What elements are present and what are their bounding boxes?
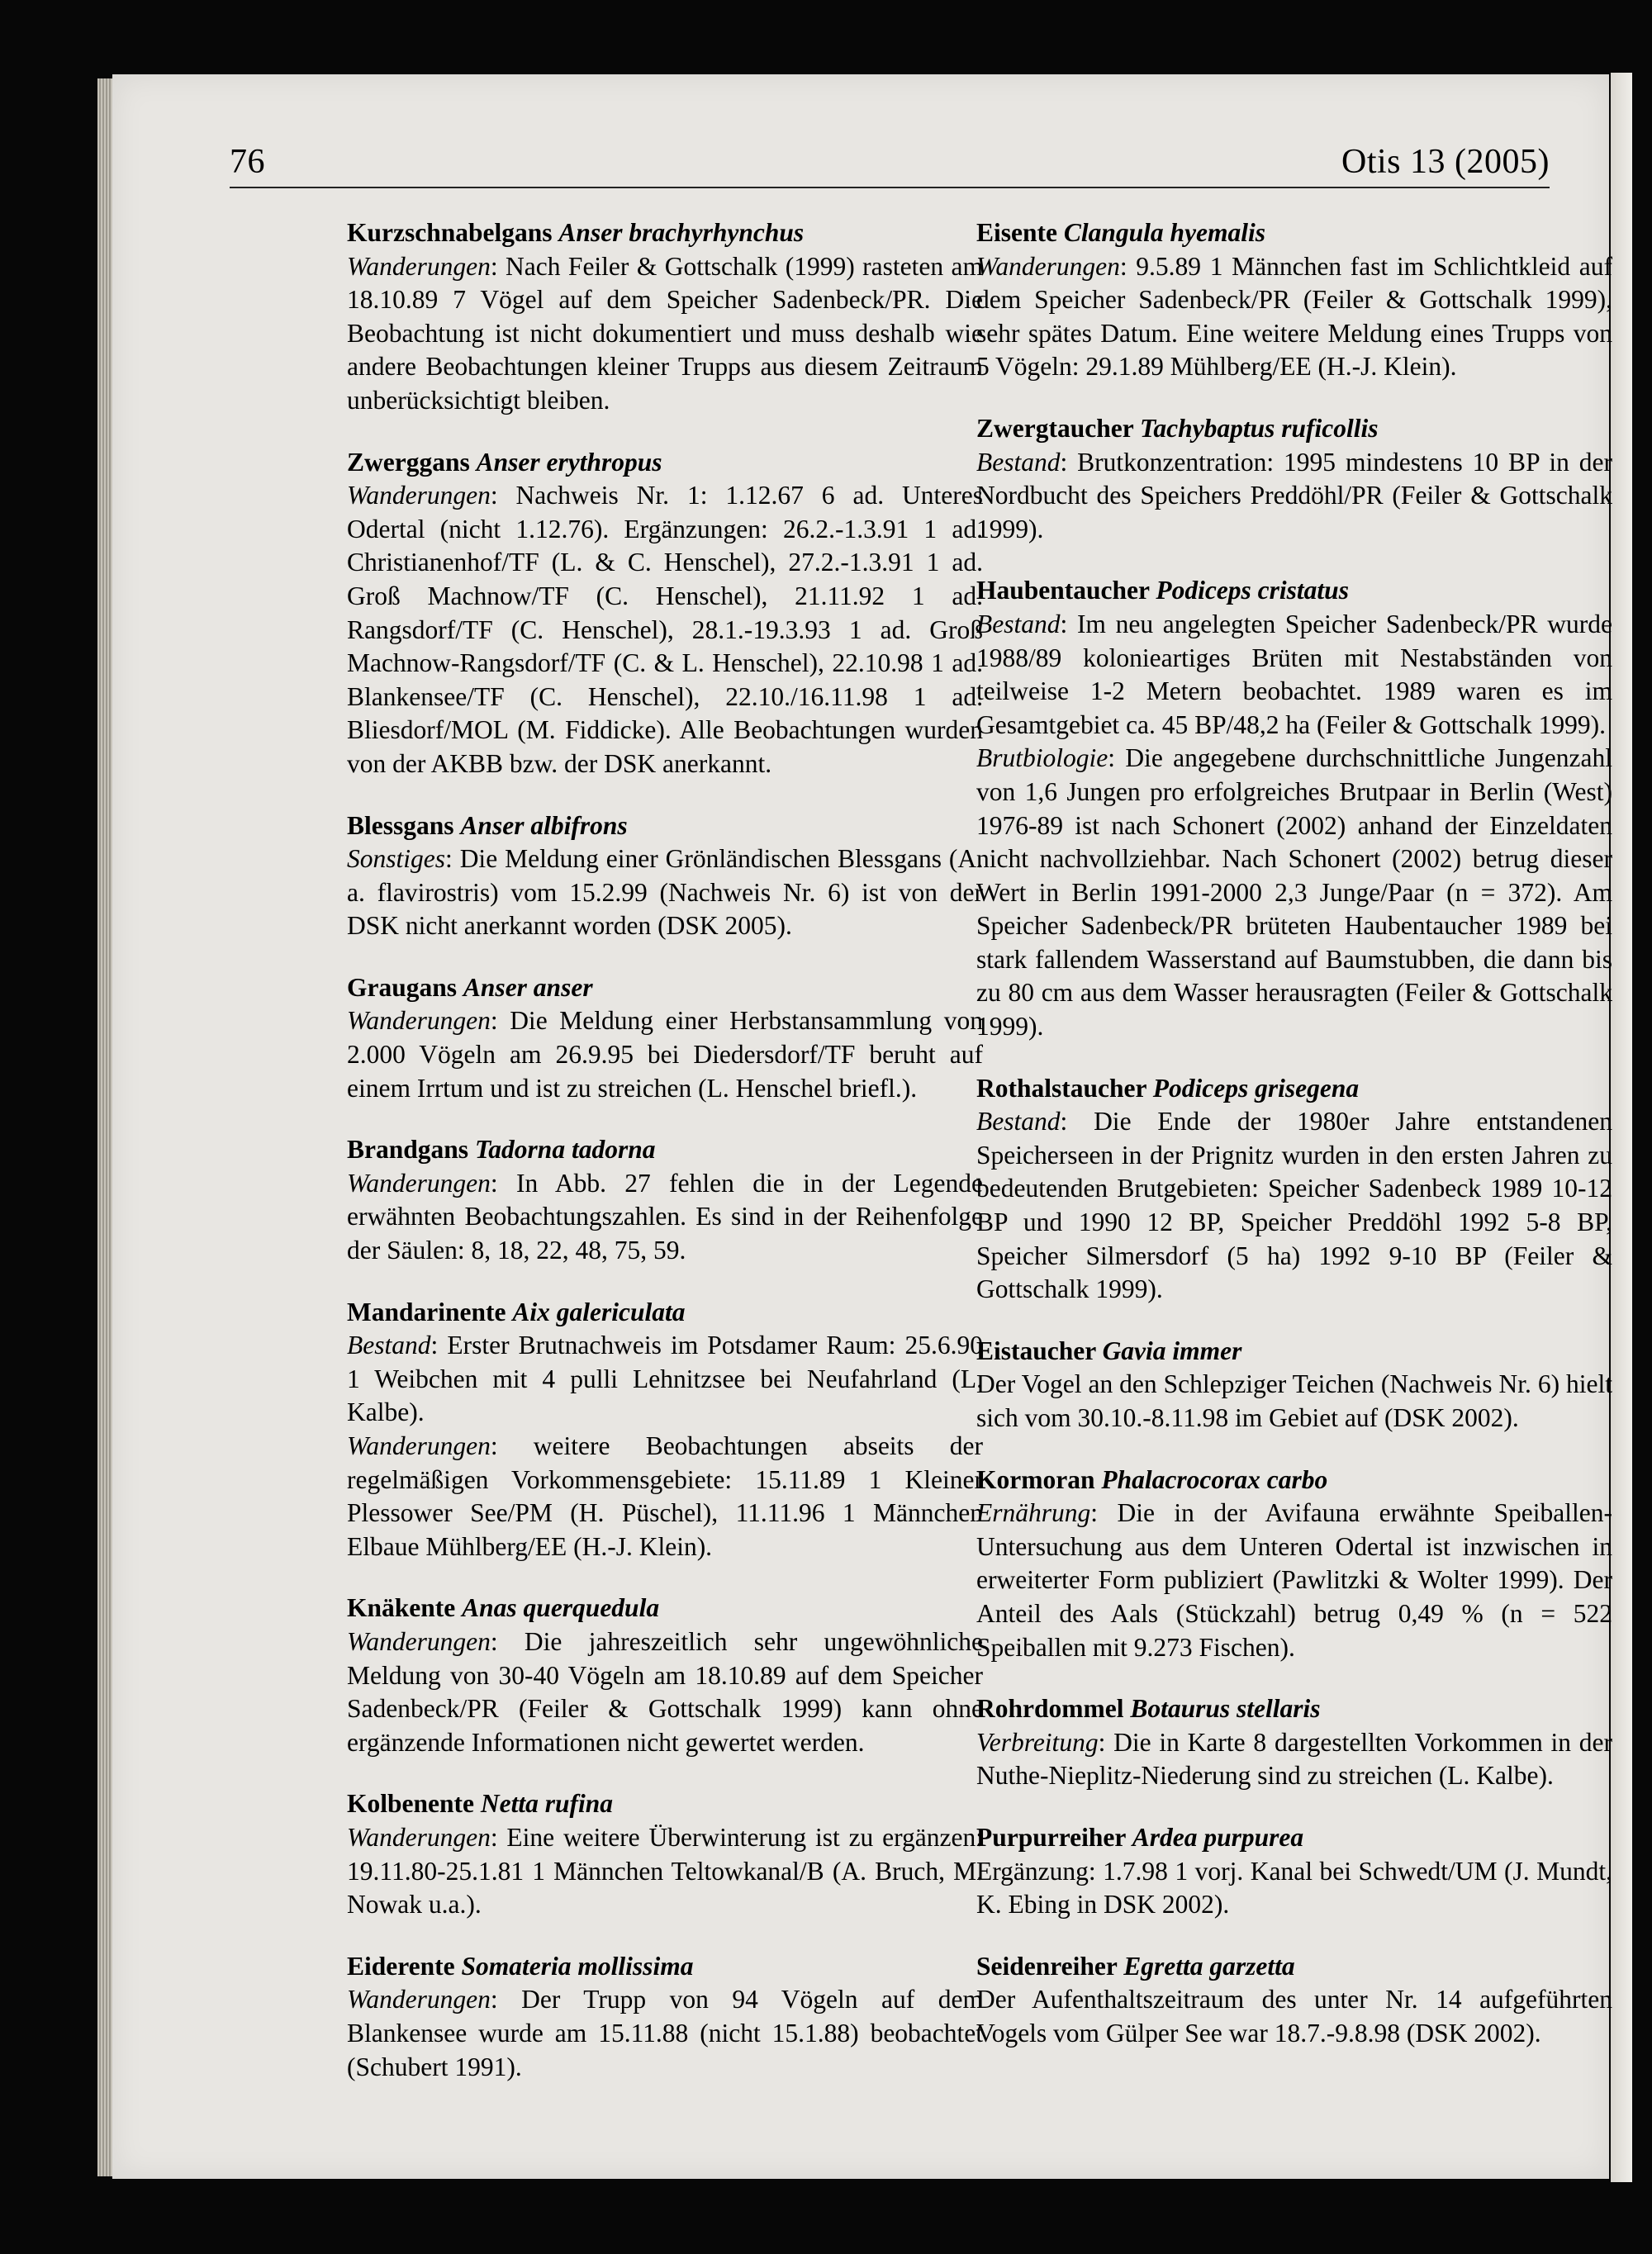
- species-name-german: Kolbenente: [347, 1789, 474, 1819]
- species-name-latin: Egretta garzetta: [1123, 1951, 1295, 1981]
- species-entry: [976, 1072, 1612, 1307]
- section-label: Wanderungen: [347, 251, 491, 281]
- section-text: Erster Brutnachweis im Potsdamer Raum: 25.6.90 1 Weibchen mit 4 pulli Lehnitzsee bei Neufahrland (L. Kalbe).: [347, 1331, 983, 1427]
- species-entry: [976, 1464, 1612, 1665]
- species-entry: [976, 216, 1612, 384]
- section-text: Der Trupp von 94 Vögeln auf dem Blankensee wurde am 15.11.88 (nicht 15.1.88) beobachtet (Schubert 1991).: [347, 1985, 983, 2081]
- species-heading: [976, 216, 1612, 250]
- left-column: [347, 216, 983, 2112]
- species-heading: [347, 1787, 983, 1821]
- species-entry: [347, 1592, 983, 1759]
- species-name-latin: Podiceps cristatus: [1156, 576, 1349, 605]
- species-entry: [347, 809, 983, 943]
- section-label: Wanderungen: [347, 1006, 491, 1036]
- species-name-german: Knäkente: [347, 1593, 456, 1623]
- species-name-latin: Podiceps grisegena: [1152, 1073, 1360, 1103]
- species-name-latin: Tadorna tadorna: [474, 1135, 656, 1165]
- species-name-latin: Somateria mollissima: [461, 1951, 694, 1981]
- species-heading: [976, 1821, 1612, 1855]
- section-label: Bestand: [976, 447, 1061, 477]
- species-heading: [976, 1335, 1612, 1369]
- entry-paragraph: Wanderungen: 9.5.89 1 Männchen fast im Schlichtkleid auf dem Speicher Sadenbeck/PR (Feiler & Gottschalk 1999), sehr spätes Datum. Eine weitere Meldung eines Trupps von 5 Vögeln: 29.1.89 Mühlberg/EE (H.-J. Klein).: [976, 251, 1612, 382]
- species-entry: [347, 971, 983, 1105]
- species-name-german: Purpurreiher: [976, 1822, 1126, 1852]
- entry-paragraph: Sonstiges: Die Meldung einer Grönländischen Blessgans (A. a. flavirostris) vom 15.2.99 (Nachweis Nr. 6) ist von der DSK nicht anerkannt worden (DSK 2005).: [347, 844, 983, 941]
- section-text: Die Meldung einer Grönländischen Blessgans (A. a. flavirostris) vom 15.2.99 (Nachweis Nr. 6) ist von der DSK nicht anerkannt worden (DSK 2005).: [347, 844, 983, 941]
- species-entry: [976, 412, 1612, 546]
- species-name-latin: Anser albifrons: [460, 810, 628, 840]
- species-name-german: Blessgans: [347, 810, 454, 840]
- species-entry: [976, 1335, 1612, 1435]
- section-label: Wanderungen: [976, 251, 1120, 281]
- entry-paragraph: Ernährung: Die in der Avifauna erwähnte Speiballen-Untersuchung aus dem Unteren Odertal ist inzwischen in erweiterter Form publiziert (Pawlitzki & Wolter 1999). Der Anteil des Aals (Stückzahl) betrug 0,49 % (n = 522 Speiballen mit 9.273 Fischen).: [976, 1498, 1612, 1662]
- entry-paragraph: Brutbiologie: Die angegebene durchschnittliche Jungenzahl von 1,6 Jungen pro erfolgreiches Brutpaar in Berlin (West) 1976-89 ist nach Schonert (2002) anhand der Einzeldaten nicht nachvollziehbar. Nach Schonert (2002) betrug dieser Wert in Berlin 1991-2000 2,3 Junge/Paar (n = 372). Am Speicher Sadenbeck/PR brüteten Haubentaucher 1989 bei stark fallendem Wasserstand auf Baumstubben, die dann bis zu 80 cm aus dem Wasser herausragten (Feiler & Gottschalk 1999).: [976, 743, 1612, 1042]
- species-heading: [347, 1950, 983, 1984]
- species-name-latin: Anser erythropus: [476, 447, 662, 477]
- section-label: Ernährung: [976, 1498, 1091, 1528]
- species-entry: [976, 574, 1612, 1043]
- entry-paragraph: Bestand: Im neu angelegten Speicher Sadenbeck/PR wurde 1988/89 kolonieartiges Brüten mit Nestabständen von teilweise 1-2 Metern beobachtet. 1989 waren es im Gesamtgebiet ca. 45 BP/48,2 ha (Feiler & Gottschalk 1999).: [976, 609, 1612, 739]
- species-heading: [976, 1464, 1612, 1497]
- entry-paragraph: Wanderungen: Der Trupp von 94 Vögeln auf dem Blankensee wurde am 15.11.88 (nicht 15.1.88) beobachtet (Schubert 1991).: [347, 1985, 983, 2081]
- section-label: Wanderungen: [347, 1431, 491, 1460]
- entry-paragraph: Bestand: Die Ende der 1980er Jahre entstandenen Speicherseen in der Prignitz wurden in den ersten Jahren zu bedeutenden Brutgebieten: Speicher Sadenbeck 1989 10-12 BP und 1990 12 BP, Speicher Preddöhl 1992 5-8 BP, Speicher Silmersdorf (5 ha) 1992 9-10 BP (Feiler & Gottschalk 1999).: [976, 1107, 1612, 1304]
- section-label: Wanderungen: [347, 1985, 491, 2014]
- section-label: Wanderungen: [347, 1822, 491, 1852]
- section-text: Eine weitere Überwinterung ist zu ergänzen: 19.11.80-25.1.81 1 Männchen Teltowkanal/B (A. Bruch, M. Nowak u.a.).: [347, 1822, 983, 1919]
- entry-paragraph: Wanderungen: weitere Beobachtungen abseits der regelmäßigen Vorkommensgebiete: 15.11.89 1 Kleiner Plessower See/PM (H. Püschel), 11.11.96 1 Männchen Elbaue Mühlberg/EE (H.-J. Klein).: [347, 1431, 983, 1561]
- species-name-latin: Ardea purpurea: [1132, 1822, 1304, 1852]
- species-name-latin: Phalacrocorax carbo: [1101, 1464, 1328, 1494]
- entry-paragraph: Wanderungen: Die jahreszeitlich sehr ungewöhnliche Meldung von 30-40 Vögeln am 18.10.89 auf dem Speicher Sadenbeck/PR (Feiler & Gottschalk 1999) kann ohne ergänzende Informationen nicht gewertet werden.: [347, 1626, 983, 1757]
- species-entry: [976, 1821, 1612, 1922]
- section-text: Im neu angelegten Speicher Sadenbeck/PR wurde 1988/89 kolonieartiges Brüten mit Nestabständen von teilweise 1-2 Metern beobachtet. 1989 waren es im Gesamtgebiet ca. 45 BP/48,2 ha (Feiler & Gottschalk 1999).: [976, 609, 1612, 739]
- species-entry: [347, 1787, 983, 1921]
- header-rule: [230, 187, 1550, 188]
- species-name-german: Kurzschnabelgans: [347, 218, 553, 247]
- species-name-latin: Anser brachyrhynchus: [558, 218, 805, 247]
- entry-paragraph: Wanderungen: Nachweis Nr. 1: 1.12.67 6 ad. Unteres Odertal (nicht 1.12.76). Ergänzungen: 26.2.-1.3.91 1 ad. Christianenhof/TF (L. & C. Henschel), 27.2.-1.3.91 1 ad. Groß Machnow/TF (C. Henschel), 21.11.92 1 ad. Rangsdorf/TF (C. Henschel), 28.1.-19.3.93 1 ad. Groß Machnow-Rangsdorf/TF (C. & L. Henschel), 22.10.98 1 ad. Blankensee/TF (C. Henschel), 22.10./16.11.98 1 ad. Bliesdorf/MOL (M. Fiddicke). Alle Beobachtungen wurden von der AKBB bzw. der DSK anerkannt.: [347, 481, 983, 778]
- species-name-latin: Gavia immer: [1102, 1336, 1242, 1365]
- species-name-german: Eisente: [976, 218, 1057, 247]
- species-heading: [347, 446, 983, 480]
- species-heading: [976, 412, 1612, 446]
- species-name-german: Mandarinente: [347, 1297, 506, 1326]
- entry-paragraph: [976, 1368, 1612, 1435]
- species-heading: [347, 809, 983, 843]
- species-entry: [347, 216, 983, 418]
- species-name-latin: Anas querquedula: [462, 1593, 660, 1623]
- species-name-german: Rohrdommel: [976, 1694, 1124, 1724]
- section-text: Die angegebene durchschnittliche Jungenzahl von 1,6 Jungen pro erfolgreiches Brutpaar in Berlin (West) 1976-89 ist nach Schonert (2002) anhand der Einzeldaten nicht nachvollziehbar. Nach Schonert (2002) betrug dieser Wert in Berlin 1991-2000 2,3 Junge/Paar (n = 372). Am Speicher Sadenbeck/PR brüteten Haubentaucher 1989 bei stark fallendem Wasserstand auf Baumstubben, die dann bis zu 80 cm aus dem Wasser herausragten (Feiler & Gottschalk 1999).: [976, 743, 1612, 1042]
- species-name-german: Eistaucher: [976, 1336, 1096, 1365]
- section-label: Wanderungen: [347, 481, 491, 510]
- species-name-latin: Tachybaptus ruficollis: [1140, 413, 1379, 443]
- section-text: Die in der Avifauna erwähnte Speiballen-Untersuchung aus dem Unteren Odertal ist inzwischen in erweiterter Form publiziert (Pawlitzki & Wolter 1999). Der Anteil des Aals (Stückzahl) betrug 0,49 % (n = 522 Speiballen mit 9.273 Fischen).: [976, 1498, 1612, 1662]
- section-text: Nach Feiler & Gottschalk (1999) rasteten am 18.10.89 7 Vögel auf dem Speicher Sadenbeck/PR. Die Beobachtung ist nicht dokumentiert und muss deshalb wie andere Beobachtungen kleiner Trupps aus diesem Zeitraum unberücksichtigt bleiben.: [347, 251, 983, 415]
- species-heading: [347, 1296, 983, 1330]
- species-entry: [347, 1950, 983, 2084]
- entry-paragraph: Bestand: Erster Brutnachweis im Potsdamer Raum: 25.6.90 1 Weibchen mit 4 pulli Lehnitzsee bei Neufahrland (L. Kalbe).: [347, 1331, 983, 1427]
- section-text: Die jahreszeitlich sehr ungewöhnliche Meldung von 30-40 Vögeln am 18.10.89 auf dem Speicher Sadenbeck/PR (Feiler & Gottschalk 1999) kann ohne ergänzende Informationen nicht gewertet werden.: [347, 1626, 983, 1757]
- section-label: Sonstiges: [347, 844, 446, 874]
- facing-page-edge: [1611, 73, 1632, 2182]
- section-label: Wanderungen: [347, 1626, 491, 1656]
- species-name-latin: Anser anser: [463, 972, 593, 1002]
- journal-reference: Otis 13 (2005): [1341, 143, 1550, 181]
- section-label: Bestand: [976, 1107, 1061, 1136]
- species-entry: [976, 1692, 1612, 1793]
- species-name-german: Zwergtaucher: [976, 413, 1134, 443]
- species-name-german: Seidenreiher: [976, 1951, 1118, 1981]
- section-label: Verbreitung: [976, 1727, 1099, 1757]
- species-name-german: Rothalstaucher: [976, 1073, 1146, 1103]
- entry-paragraph: Wanderungen: In Abb. 27 fehlen die in der Legende erwähnten Beobachtungszahlen. Es sind in der Reihenfolge der Säulen: 8, 18, 22, 48, 75, 59.: [347, 1168, 983, 1265]
- section-text: Ergänzung: 1.7.98 1 vorj. Kanal bei Schwedt/UM (J. Mundt, K. Ebing in DSK 2002).: [976, 1856, 1612, 1919]
- section-text: weitere Beobachtungen abseits der regelmäßigen Vorkommensgebiete: 15.11.89 1 Kleiner Plessower See/PM (H. Püschel), 11.11.96 1 Männchen Elbaue Mühlberg/EE (H.-J. Klein).: [347, 1431, 983, 1561]
- section-label: Bestand: [347, 1331, 431, 1360]
- species-entry: [976, 1950, 1612, 2051]
- species-heading: [347, 216, 983, 250]
- section-text: 9.5.89 1 Männchen fast im Schlichtkleid auf dem Speicher Sadenbeck/PR (Feiler & Gottschalk 1999), sehr spätes Datum. Eine weitere Meldung eines Trupps von 5 Vögeln: 29.1.89 Mühlberg/EE (H.-J. Klein).: [976, 251, 1612, 382]
- species-name-german: Zwerggans: [347, 447, 470, 477]
- species-name-latin: Clangula hyemalis: [1063, 218, 1266, 247]
- entry-paragraph: Wanderungen: Die Meldung einer Herbstansammlung von 2.000 Vögeln am 26.9.95 bei Diedersdorf/TF beruht auf einem Irrtum und ist zu streichen (L. Henschel briefl.).: [347, 1006, 983, 1103]
- species-heading: [976, 1692, 1612, 1726]
- species-heading: [347, 1592, 983, 1625]
- species-name-german: Eiderente: [347, 1951, 455, 1981]
- species-name-latin: Aix galericulata: [512, 1297, 686, 1326]
- species-name-german: Haubentaucher: [976, 576, 1150, 605]
- section-label: Wanderungen: [347, 1168, 491, 1198]
- entry-paragraph: [976, 1983, 1612, 2050]
- page-header: [230, 142, 1550, 188]
- entry-paragraph: Wanderungen: Eine weitere Überwinterung ist zu ergänzen: 19.11.80-25.1.81 1 Männchen Teltowkanal/B (A. Bruch, M. Nowak u.a.).: [347, 1822, 983, 1919]
- section-label: Brutbiologie: [976, 743, 1108, 773]
- section-text: Der Aufenthaltszeitraum des unter Nr. 14 aufgeführten Vogels vom Gülper See war 18.7.-9.8.98 (DSK 2002).: [976, 1985, 1612, 2048]
- right-column: [976, 216, 1612, 2079]
- section-text: Die Meldung einer Herbstansammlung von 2.000 Vögeln am 26.9.95 bei Diedersdorf/TF beruht auf einem Irrtum und ist zu streichen (L. Henschel briefl.).: [347, 1006, 983, 1103]
- species-name-german: Brandgans: [347, 1135, 469, 1165]
- species-heading: [347, 971, 983, 1005]
- species-entry: [347, 1133, 983, 1267]
- species-entry: [347, 1296, 983, 1564]
- species-heading: [976, 1072, 1612, 1106]
- entry-paragraph: Verbreitung: Die in Karte 8 dargestellten Vorkommen in der Nuthe-Nieplitz-Niederung sind zu streichen (L. Kalbe).: [976, 1727, 1612, 1791]
- entry-paragraph: Wanderungen: Nach Feiler & Gottschalk (1999) rasteten am 18.10.89 7 Vögel auf dem Speicher Sadenbeck/PR. Die Beobachtung ist nicht dokumentiert und muss deshalb wie andere Beobachtungen kleiner Trupps aus diesem Zeitraum unberücksichtigt bleiben.: [347, 251, 983, 415]
- species-heading: [976, 1950, 1612, 1984]
- species-name-german: Graugans: [347, 972, 458, 1002]
- section-label: Bestand: [976, 609, 1061, 638]
- species-name-german: Kormoran: [976, 1464, 1095, 1494]
- section-text: Die in Karte 8 dargestellten Vorkommen in der Nuthe-Nieplitz-Niederung sind zu streichen (L. Kalbe).: [976, 1727, 1612, 1791]
- section-text: Der Vogel an den Schlepziger Teichen (Nachweis Nr. 6) hielt sich vom 30.10.-8.11.98 im Gebiet auf (DSK 2002).: [976, 1369, 1612, 1432]
- page-number: 76: [230, 143, 265, 181]
- section-text: In Abb. 27 fehlen die in der Legende erwähnten Beobachtungszahlen. Es sind in der Reihenfolge der Säulen: 8, 18, 22, 48, 75, 59.: [347, 1168, 983, 1265]
- page-stack-edge: [97, 78, 114, 2176]
- species-heading: [976, 574, 1612, 608]
- species-name-latin: Netta rufina: [480, 1789, 614, 1819]
- entry-paragraph: Bestand: Brutkonzentration: 1995 mindestens 10 BP in der Nordbucht des Speichers Preddöhl/PR (Feiler & Gottschalk 1999).: [976, 447, 1612, 543]
- section-text: Nachweis Nr. 1: 1.12.67 6 ad. Unteres Odertal (nicht 1.12.76). Ergänzungen: 26.2.-1.3.91 1 ad. Christianenhof/TF (L. & C. Henschel), 27.2.-1.3.91 1 ad. Groß Machnow/TF (C. Henschel), 21.11.92 1 ad. Rangsdorf/TF (C. Henschel), 28.1.-19.3.93 1 ad. Groß Machnow-Rangsdorf/TF (C. & L. Henschel), 22.10.98 1 ad. Blankensee/TF (C. Henschel), 22.10./16.11.98 1 ad. Bliesdorf/MOL (M. Fiddicke). Alle Beobachtungen wurden von der AKBB bzw. der DSK anerkannt.: [347, 481, 983, 778]
- section-text: Brutkonzentration: 1995 mindestens 10 BP in der Nordbucht des Speichers Preddöhl/PR (Feiler & Gottschalk 1999).: [976, 447, 1612, 543]
- species-name-latin: Botaurus stellaris: [1130, 1694, 1321, 1724]
- species-entry: [347, 446, 983, 781]
- species-heading: [347, 1133, 983, 1167]
- entry-paragraph: [976, 1855, 1612, 1922]
- section-text: Die Ende der 1980er Jahre entstandenen Speicherseen in der Prignitz wurden in den ersten Jahren zu bedeutenden Brutgebieten: Speicher Sadenbeck 1989 10-12 BP und 1990 12 BP, Speicher Preddöhl 1992 5-8 BP, Speicher Silmersdorf (5 ha) 1992 9-10 BP (Feiler & Gottschalk 1999).: [976, 1107, 1612, 1304]
